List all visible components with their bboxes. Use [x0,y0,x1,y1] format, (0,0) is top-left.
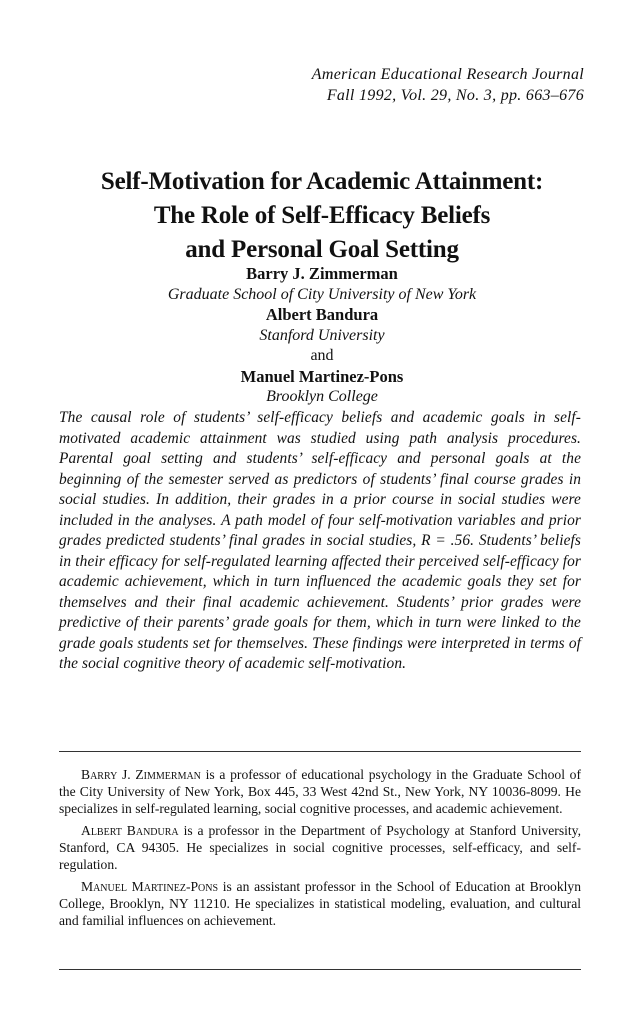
author-bio-1 [59,766,581,817]
author-affiliation-3: Brooklyn College [266,388,378,405]
bio-text-2: is a professor in the Department of Psychology at Stanford University, Stanford, CA 94305. He specializes in social cognitive processes, self-efficacy, and self-regulation. [59,823,581,872]
article-title [0,165,644,267]
title-line-3: and Personal Goal Setting [185,236,459,263]
journal-name: American Educational Research Journal [311,66,584,83]
bio-text-1: is a professor of educational psychology in the Graduate School of the City University of New York, Box 445, 33 West 42nd St., New York, NY 10036-8099. He specializes in self-regulated learning, social cognitive processes, and academic achievement. [59,767,581,816]
title-line-2: The Role of Self-Efficacy Beliefs [153,202,491,229]
author-bio-3 [59,878,581,929]
author-name-3: Manuel Martinez-Pons [240,366,404,386]
author-name-2: Albert Bandura [265,305,379,324]
footnote-divider-bottom [59,969,581,970]
journal-header [312,64,584,106]
author-bio-2 [59,822,581,873]
bio-name-3: Manuel Martinez-Pons [81,879,219,894]
author-block [0,264,644,408]
abstract: The causal role of students’ self-efficacy beliefs and academic goals in self-motivated academic attainment was studied using path analysis procedures. Parental goal setting and students’ self-efficacy and personal goals at the beginning of the semester served as predictors of students’ final course grades in social studies. In addition, their grades in a prior course in social studies were included in the analyses. A path model of four self-motivation variables and prior grades predicted students’ final grades in social studies, R = .56. Students’ beliefs in their efficacy for self-regulated learning affected their perceived self-efficacy for academic achievement, which in turn influenced the academic goals they set for themselves and their final academic achievement. Students’ prior grades were predictive of their parents’ grade goals for them, which in turn were linked to the grade goals students set for themselves. These findings were interpreted in terms of the social cognitive theory of academic self-motivation. [59,409,581,672]
bio-text-3: is an assistant professor in the School of Education at Brooklyn College, Brooklyn, NY 11210. He specializes in statistical modeling, evaluation, and cultural and familial influences on achievement. [59,879,581,928]
journal-issue: Fall 1992, Vol. 29, No. 3, pp. 663–676 [326,87,584,104]
author-bios [59,766,581,934]
author-affiliation-1: Graduate School of City University of New York [167,285,477,303]
bio-name-2: Albert Bandura [81,823,179,838]
title-line-1: Self-Motivation for Academic Attainment: [100,168,544,195]
author-conjunction: and [310,347,334,364]
author-affiliation-2: Stanford University [259,326,385,344]
author-name-1: Barry J. Zimmerman [246,264,398,283]
footnote-divider-top [59,751,581,752]
bio-name-1: Barry J. Zimmerman [81,767,201,782]
